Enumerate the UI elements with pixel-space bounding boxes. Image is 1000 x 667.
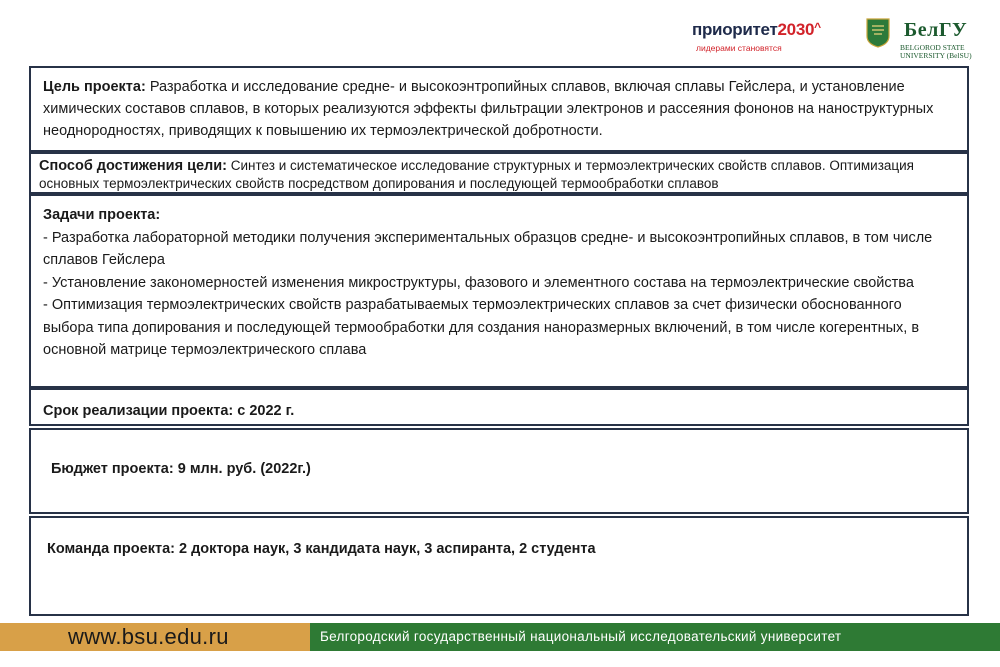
bsu-logo (866, 18, 986, 58)
priority-logo-year: 2030 (777, 20, 815, 39)
bsu-logo-line1: BELGOROD STATE (900, 43, 965, 52)
project-tasks-label: Задачи проекта: (43, 207, 161, 223)
goal-method-box (29, 152, 969, 194)
project-term-box (29, 388, 969, 426)
project-term-text: Срок реализации проекта: с 2022 г. (43, 403, 295, 419)
goal-method-label: Способ достижения цели: (39, 158, 227, 174)
bsu-shield-icon (866, 18, 890, 48)
bsu-logo-line2: UNIVERSITY (BelSU) (900, 51, 972, 60)
priority-logo-slogan: лидерами становятся (696, 43, 782, 53)
project-tasks-box (29, 194, 969, 388)
project-team-text: Команда проекта: 2 доктора наук, 3 кандидата наук, 3 аспиранта, 2 студента (47, 541, 596, 557)
project-team-box (29, 516, 969, 616)
project-goal-label: Цель проекта: (43, 79, 146, 95)
task-item: - Разработка лабораторной методики получения экспериментальных образцов средне- и высокоэнтропийных сплавов, в том числе сплавов Гейслера (43, 229, 933, 268)
project-budget-text: Бюджет проекта: 9 млн. руб. (2022г.) (51, 461, 311, 477)
priority-2030-logo (692, 20, 832, 60)
footer-url-link[interactable]: www.bsu.edu.ru (68, 624, 229, 649)
priority-logo-hat: ^ (814, 20, 821, 34)
footer-left-band (0, 623, 310, 651)
footer-bar (0, 623, 1000, 651)
project-budget-box (29, 428, 969, 514)
project-goal-box (29, 66, 969, 152)
goal-method-text: Синтез и систематическое исследование структурных и термоэлектрических свойств сплавов. Оптимизация основных термоэлектрических свойств посредством допирования и последующей термообработки сплавов (39, 158, 914, 191)
project-goal-text: Разработка и исследование средне- и высокоэнтропийных сплавов, включая сплавы Гейслера, и установление химических составов сплавов, в которых реализуются эффекты фильтрации электронов и рассеяния фононов на наноструктурных неоднородностях, приводящих к повышению их термоэлектрической добротности. (43, 79, 934, 139)
task-item: - Оптимизация термоэлектрических свойств разрабатываемых термоэлектрических сплавов за счет физически обоснованного выбора типа допирования и последующей термообработки для создания наноразмерных включений, в том числе когерентных, в основной матрице термоэлектрического сплава (43, 297, 920, 358)
task-item: - Установление закономерностей изменения микроструктуры, фазового и элементного состава на термоэлектрические свойства (43, 274, 914, 291)
footer-university-name: Белгородский государственный национальный исследовательский университет (320, 629, 842, 644)
bsu-logo-name: БелГУ (904, 19, 968, 41)
priority-logo-word: приоритет (692, 20, 778, 39)
